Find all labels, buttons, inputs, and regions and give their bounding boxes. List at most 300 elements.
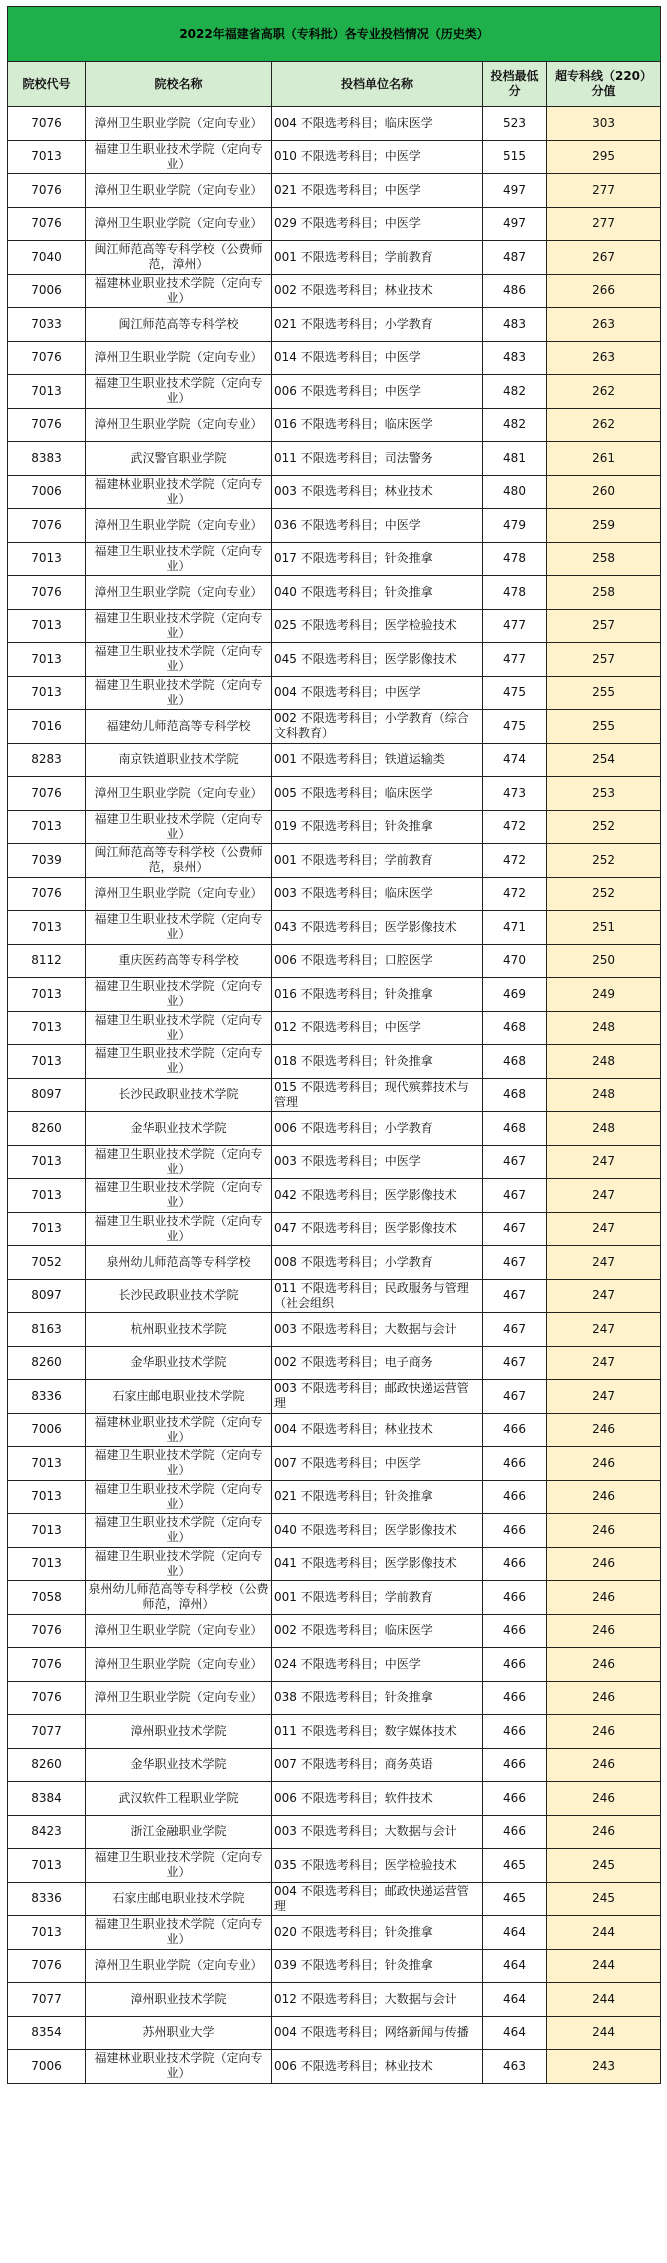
table-row [8, 978, 661, 1012]
cell-school: 福建林业职业技术学院（定向专业） [86, 274, 272, 308]
table-row [8, 609, 661, 643]
cell-code: 7013 [8, 810, 86, 844]
admission-table-sheet [7, 6, 660, 2257]
cell-major: 042 不限选考科目；医学影像技术 [272, 1179, 483, 1213]
cell-code: 8384 [8, 1782, 86, 1816]
cell-over-line: 263 [547, 341, 661, 375]
cell-score: 497 [483, 174, 547, 208]
cell-school: 福建卫生职业技术学院（定向专业） [86, 1011, 272, 1045]
table-row [8, 308, 661, 342]
cell-over-line: 250 [547, 944, 661, 978]
cell-major: 003 不限选考科目；邮政快递运营管理 [272, 1380, 483, 1414]
cell-school: 泉州幼儿师范高等专科学校 [86, 1246, 272, 1280]
cell-code: 7033 [8, 308, 86, 342]
cell-code: 7076 [8, 1614, 86, 1648]
cell-over-line: 253 [547, 777, 661, 811]
cell-over-line: 252 [547, 877, 661, 911]
cell-school: 福建卫生职业技术学院（定向专业） [86, 375, 272, 409]
table-row [8, 1313, 661, 1347]
cell-score: 483 [483, 308, 547, 342]
cell-score: 464 [483, 1949, 547, 1983]
cell-code: 8097 [8, 1078, 86, 1112]
cell-major: 011 不限选考科目；民政服务与管理（社会组织 [272, 1279, 483, 1313]
table-row [8, 1849, 661, 1883]
table-row [8, 1782, 661, 1816]
cell-major: 020 不限选考科目；针灸推拿 [272, 1916, 483, 1950]
cell-code: 7013 [8, 911, 86, 945]
cell-major: 003 不限选考科目；中医学 [272, 1145, 483, 1179]
cell-major: 021 不限选考科目；小学教育 [272, 308, 483, 342]
cell-school: 漳州卫生职业学院（定向专业） [86, 576, 272, 610]
cell-school: 苏州职业大学 [86, 2016, 272, 2050]
cell-school: 福建卫生职业技术学院（定向专业） [86, 1212, 272, 1246]
cell-major: 012 不限选考科目；大数据与会计 [272, 1983, 483, 2017]
cell-major: 012 不限选考科目；中医学 [272, 1011, 483, 1045]
cell-code: 8283 [8, 743, 86, 777]
cell-code: 7013 [8, 676, 86, 710]
table-row [8, 107, 661, 141]
cell-over-line: 247 [547, 1380, 661, 1414]
cell-school: 长沙民政职业技术学院 [86, 1279, 272, 1313]
header-score: 投档最低分 [483, 62, 547, 107]
cell-code: 7040 [8, 241, 86, 275]
cell-over-line: 246 [547, 1648, 661, 1682]
cell-score: 466 [483, 1815, 547, 1849]
cell-score: 467 [483, 1145, 547, 1179]
cell-over-line: 246 [547, 1514, 661, 1548]
cell-school: 武汉警官职业学院 [86, 442, 272, 476]
table-row [8, 241, 661, 275]
table-row [8, 1614, 661, 1648]
cell-score: 478 [483, 576, 547, 610]
cell-school: 重庆医药高等专科学校 [86, 944, 272, 978]
cell-code: 7076 [8, 107, 86, 141]
cell-major: 004 不限选考科目；林业技术 [272, 1413, 483, 1447]
cell-major: 017 不限选考科目；针灸推拿 [272, 542, 483, 576]
cell-score: 466 [483, 1748, 547, 1782]
cell-over-line: 244 [547, 1949, 661, 1983]
cell-school: 福建卫生职业技术学院（定向专业） [86, 810, 272, 844]
cell-score: 471 [483, 911, 547, 945]
table-row [8, 1715, 661, 1749]
header-row [8, 62, 661, 107]
cell-code: 8354 [8, 2016, 86, 2050]
table-row [8, 2050, 661, 2084]
cell-over-line: 248 [547, 1078, 661, 1112]
cell-over-line: 247 [547, 1246, 661, 1280]
cell-over-line: 257 [547, 643, 661, 677]
cell-score: 467 [483, 1313, 547, 1347]
cell-code: 8260 [8, 1346, 86, 1380]
header-code: 院校代号 [8, 62, 86, 107]
cell-major: 040 不限选考科目；针灸推拿 [272, 576, 483, 610]
cell-major: 001 不限选考科目；学前教育 [272, 844, 483, 878]
cell-school: 石家庄邮电职业技术学院 [86, 1380, 272, 1414]
admission-table [7, 6, 661, 2084]
table-row [8, 1346, 661, 1380]
cell-code: 7013 [8, 1849, 86, 1883]
cell-code: 7058 [8, 1581, 86, 1615]
cell-school: 福建卫生职业技术学院（定向专业） [86, 1045, 272, 1079]
cell-major: 004 不限选考科目；中医学 [272, 676, 483, 710]
cell-major: 002 不限选考科目；小学教育（综合文科教育） [272, 710, 483, 744]
cell-major: 003 不限选考科目；临床医学 [272, 877, 483, 911]
cell-school: 长沙民政职业技术学院 [86, 1078, 272, 1112]
cell-over-line: 246 [547, 1614, 661, 1648]
cell-over-line: 258 [547, 576, 661, 610]
cell-major: 021 不限选考科目；针灸推拿 [272, 1480, 483, 1514]
cell-over-line: 246 [547, 1413, 661, 1447]
cell-school: 福建林业职业技术学院（定向专业） [86, 475, 272, 509]
cell-code: 7077 [8, 1983, 86, 2017]
cell-score: 479 [483, 509, 547, 543]
cell-score: 466 [483, 1447, 547, 1481]
table-row [8, 475, 661, 509]
cell-school: 漳州卫生职业学院（定向专业） [86, 1648, 272, 1682]
table-row [8, 140, 661, 174]
cell-score: 468 [483, 1045, 547, 1079]
cell-score: 466 [483, 1648, 547, 1682]
cell-code: 7013 [8, 609, 86, 643]
cell-school: 漳州卫生职业学院（定向专业） [86, 107, 272, 141]
cell-score: 467 [483, 1246, 547, 1280]
cell-score: 474 [483, 743, 547, 777]
cell-school: 福建卫生职业技术学院（定向专业） [86, 1145, 272, 1179]
cell-code: 7076 [8, 1681, 86, 1715]
cell-over-line: 246 [547, 1447, 661, 1481]
cell-school: 漳州卫生职业学院（定向专业） [86, 207, 272, 241]
cell-major: 010 不限选考科目；中医学 [272, 140, 483, 174]
cell-major: 047 不限选考科目；医学影像技术 [272, 1212, 483, 1246]
cell-major: 018 不限选考科目；针灸推拿 [272, 1045, 483, 1079]
cell-major: 001 不限选考科目；学前教育 [272, 1581, 483, 1615]
cell-major: 038 不限选考科目；针灸推拿 [272, 1681, 483, 1715]
cell-code: 7013 [8, 375, 86, 409]
cell-score: 480 [483, 475, 547, 509]
table-row [8, 1212, 661, 1246]
table-row [8, 1983, 661, 2017]
cell-code: 7013 [8, 1011, 86, 1045]
cell-school: 福建卫生职业技术学院（定向专业） [86, 140, 272, 174]
table-title: 2022年福建省高职（专科批）各专业投档情况（历史类） [8, 7, 661, 62]
cell-major: 045 不限选考科目；医学影像技术 [272, 643, 483, 677]
cell-code: 7076 [8, 1648, 86, 1682]
cell-over-line: 247 [547, 1313, 661, 1347]
cell-code: 7076 [8, 877, 86, 911]
cell-over-line: 263 [547, 308, 661, 342]
cell-major: 004 不限选考科目；临床医学 [272, 107, 483, 141]
cell-over-line: 246 [547, 1748, 661, 1782]
cell-school: 南京铁道职业技术学院 [86, 743, 272, 777]
cell-score: 478 [483, 542, 547, 576]
cell-over-line: 246 [547, 1815, 661, 1849]
cell-score: 465 [483, 1849, 547, 1883]
cell-school: 福建卫生职业技术学院（定向专业） [86, 1514, 272, 1548]
cell-school: 福建卫生职业技术学院（定向专业） [86, 676, 272, 710]
title-row [8, 7, 661, 62]
cell-school: 福建林业职业技术学院（定向专业） [86, 1413, 272, 1447]
cell-major: 041 不限选考科目；医学影像技术 [272, 1547, 483, 1581]
cell-school: 福建卫生职业技术学院（定向专业） [86, 643, 272, 677]
cell-over-line: 243 [547, 2050, 661, 2084]
cell-major: 006 不限选考科目；林业技术 [272, 2050, 483, 2084]
table-row [8, 1380, 661, 1414]
cell-major: 024 不限选考科目；中医学 [272, 1648, 483, 1682]
cell-school: 福建卫生职业技术学院（定向专业） [86, 609, 272, 643]
cell-major: 001 不限选考科目；铁道运输类 [272, 743, 483, 777]
table-row [8, 844, 661, 878]
cell-major: 001 不限选考科目；学前教育 [272, 241, 483, 275]
cell-code: 8163 [8, 1313, 86, 1347]
cell-score: 467 [483, 1380, 547, 1414]
table-row [8, 643, 661, 677]
cell-score: 482 [483, 408, 547, 442]
cell-over-line: 252 [547, 844, 661, 878]
cell-code: 7013 [8, 978, 86, 1012]
cell-school: 福建卫生职业技术学院（定向专业） [86, 1179, 272, 1213]
cell-school: 浙江金融职业学院 [86, 1815, 272, 1849]
cell-school: 漳州卫生职业学院（定向专业） [86, 1614, 272, 1648]
table-row [8, 777, 661, 811]
cell-over-line: 257 [547, 609, 661, 643]
cell-over-line: 252 [547, 810, 661, 844]
cell-major: 004 不限选考科目；网络新闻与传播 [272, 2016, 483, 2050]
cell-major: 011 不限选考科目；数字媒体技术 [272, 1715, 483, 1749]
cell-over-line: 266 [547, 274, 661, 308]
cell-over-line: 251 [547, 911, 661, 945]
cell-school: 金华职业技术学院 [86, 1748, 272, 1782]
cell-major: 004 不限选考科目；邮政快递运营管理 [272, 1882, 483, 1916]
cell-major: 006 不限选考科目；小学教育 [272, 1112, 483, 1146]
table-row [8, 877, 661, 911]
cell-over-line: 258 [547, 542, 661, 576]
cell-school: 漳州卫生职业学院（定向专业） [86, 509, 272, 543]
cell-major: 019 不限选考科目；针灸推拿 [272, 810, 483, 844]
cell-school: 福建卫生职业技术学院（定向专业） [86, 1547, 272, 1581]
cell-over-line: 254 [547, 743, 661, 777]
cell-code: 7013 [8, 1480, 86, 1514]
table-row [8, 576, 661, 610]
cell-score: 472 [483, 810, 547, 844]
cell-over-line: 255 [547, 710, 661, 744]
table-row [8, 509, 661, 543]
cell-school: 闽江师范高等专科学校（公费师范，泉州） [86, 844, 272, 878]
cell-code: 7039 [8, 844, 86, 878]
table-row [8, 1514, 661, 1548]
cell-major: 014 不限选考科目；中医学 [272, 341, 483, 375]
cell-major: 036 不限选考科目；中医学 [272, 509, 483, 543]
cell-score: 486 [483, 274, 547, 308]
cell-over-line: 247 [547, 1145, 661, 1179]
cell-major: 011 不限选考科目；司法警务 [272, 442, 483, 476]
cell-school: 福建卫生职业技术学院（定向专业） [86, 978, 272, 1012]
cell-over-line: 248 [547, 1045, 661, 1079]
cell-score: 463 [483, 2050, 547, 2084]
cell-school: 漳州卫生职业学院（定向专业） [86, 1949, 272, 1983]
cell-code: 7076 [8, 174, 86, 208]
cell-over-line: 245 [547, 1849, 661, 1883]
cell-major: 043 不限选考科目；医学影像技术 [272, 911, 483, 945]
cell-score: 467 [483, 1179, 547, 1213]
cell-score: 477 [483, 609, 547, 643]
header-major: 投档单位名称 [272, 62, 483, 107]
cell-code: 8336 [8, 1380, 86, 1414]
cell-score: 475 [483, 676, 547, 710]
table-row [8, 207, 661, 241]
cell-school: 石家庄邮电职业技术学院 [86, 1882, 272, 1916]
cell-over-line: 244 [547, 2016, 661, 2050]
cell-over-line: 244 [547, 1983, 661, 2017]
cell-school: 武汉软件工程职业学院 [86, 1782, 272, 1816]
table-row [8, 710, 661, 744]
cell-score: 482 [483, 375, 547, 409]
table-row [8, 408, 661, 442]
cell-code: 7013 [8, 1547, 86, 1581]
cell-major: 035 不限选考科目；医学检验技术 [272, 1849, 483, 1883]
cell-score: 466 [483, 1614, 547, 1648]
cell-code: 8260 [8, 1112, 86, 1146]
cell-score: 470 [483, 944, 547, 978]
cell-score: 497 [483, 207, 547, 241]
cell-code: 8260 [8, 1748, 86, 1782]
table-row [8, 911, 661, 945]
cell-school: 福建卫生职业技术学院（定向专业） [86, 1916, 272, 1950]
table-row [8, 1748, 661, 1782]
cell-score: 515 [483, 140, 547, 174]
cell-major: 002 不限选考科目；临床医学 [272, 1614, 483, 1648]
cell-score: 467 [483, 1346, 547, 1380]
cell-major: 021 不限选考科目；中医学 [272, 174, 483, 208]
cell-code: 7013 [8, 1447, 86, 1481]
table-row [8, 1145, 661, 1179]
cell-major: 029 不限选考科目；中医学 [272, 207, 483, 241]
cell-code: 7016 [8, 710, 86, 744]
cell-score: 464 [483, 2016, 547, 2050]
table-row [8, 743, 661, 777]
cell-major: 016 不限选考科目；针灸推拿 [272, 978, 483, 1012]
cell-code: 7052 [8, 1246, 86, 1280]
table-row [8, 1413, 661, 1447]
table-row [8, 1078, 661, 1112]
cell-over-line: 255 [547, 676, 661, 710]
cell-score: 523 [483, 107, 547, 141]
table-row [8, 2016, 661, 2050]
cell-code: 7013 [8, 1045, 86, 1079]
cell-score: 466 [483, 1514, 547, 1548]
cell-score: 468 [483, 1112, 547, 1146]
cell-major: 006 不限选考科目；口腔医学 [272, 944, 483, 978]
cell-score: 464 [483, 1916, 547, 1950]
table-row [8, 1279, 661, 1313]
table-row [8, 1581, 661, 1615]
cell-major: 006 不限选考科目；中医学 [272, 375, 483, 409]
cell-code: 7076 [8, 1949, 86, 1983]
cell-over-line: 277 [547, 207, 661, 241]
table-row [8, 1112, 661, 1146]
cell-school: 金华职业技术学院 [86, 1346, 272, 1380]
cell-major: 005 不限选考科目；临床医学 [272, 777, 483, 811]
cell-code: 7013 [8, 1916, 86, 1950]
cell-major: 008 不限选考科目；小学教育 [272, 1246, 483, 1280]
cell-score: 466 [483, 1413, 547, 1447]
table-row [8, 1447, 661, 1481]
cell-school: 福建林业职业技术学院（定向专业） [86, 2050, 272, 2084]
cell-major: 016 不限选考科目；临床医学 [272, 408, 483, 442]
cell-school: 泉州幼儿师范高等专科学校（公费师范，漳州） [86, 1581, 272, 1615]
cell-score: 477 [483, 643, 547, 677]
cell-school: 漳州卫生职业学院（定向专业） [86, 341, 272, 375]
cell-school: 漳州卫生职业学院（定向专业） [86, 408, 272, 442]
table-row [8, 1648, 661, 1682]
cell-over-line: 249 [547, 978, 661, 1012]
table-row [8, 1179, 661, 1213]
cell-score: 483 [483, 341, 547, 375]
cell-code: 8423 [8, 1815, 86, 1849]
cell-score: 472 [483, 844, 547, 878]
cell-major: 002 不限选考科目；林业技术 [272, 274, 483, 308]
cell-over-line: 260 [547, 475, 661, 509]
cell-over-line: 259 [547, 509, 661, 543]
cell-major: 003 不限选考科目；大数据与会计 [272, 1313, 483, 1347]
table-row [8, 1480, 661, 1514]
cell-school: 漳州职业技术学院 [86, 1983, 272, 2017]
cell-school: 福建幼儿师范高等专科学校 [86, 710, 272, 744]
header-over-line: 超专科线（220）分值 [547, 62, 661, 107]
table-row [8, 542, 661, 576]
table-row [8, 1882, 661, 1916]
cell-code: 7006 [8, 2050, 86, 2084]
cell-code: 7013 [8, 1514, 86, 1548]
cell-over-line: 246 [547, 1681, 661, 1715]
cell-score: 481 [483, 442, 547, 476]
table-row [8, 1011, 661, 1045]
cell-code: 7013 [8, 1179, 86, 1213]
cell-school: 福建卫生职业技术学院（定向专业） [86, 911, 272, 945]
cell-school: 福建卫生职业技术学院（定向专业） [86, 542, 272, 576]
cell-major: 003 不限选考科目；大数据与会计 [272, 1815, 483, 1849]
cell-major: 003 不限选考科目；林业技术 [272, 475, 483, 509]
table-row [8, 1681, 661, 1715]
cell-score: 466 [483, 1782, 547, 1816]
table-body [8, 107, 661, 2084]
table-row [8, 1547, 661, 1581]
cell-school: 闽江师范高等专科学校（公费师范，漳州） [86, 241, 272, 275]
cell-code: 7006 [8, 1413, 86, 1447]
cell-major: 007 不限选考科目；商务英语 [272, 1748, 483, 1782]
cell-over-line: 245 [547, 1882, 661, 1916]
cell-over-line: 246 [547, 1715, 661, 1749]
table-row [8, 1916, 661, 1950]
table-row [8, 274, 661, 308]
cell-code: 7013 [8, 1145, 86, 1179]
cell-major: 007 不限选考科目；中医学 [272, 1447, 483, 1481]
cell-code: 7006 [8, 274, 86, 308]
cell-over-line: 303 [547, 107, 661, 141]
cell-code: 7076 [8, 207, 86, 241]
cell-school: 漳州卫生职业学院（定向专业） [86, 777, 272, 811]
cell-major: 002 不限选考科目；电子商务 [272, 1346, 483, 1380]
cell-score: 468 [483, 1078, 547, 1112]
cell-major: 015 不限选考科目；现代殡葬技术与管理 [272, 1078, 483, 1112]
cell-over-line: 246 [547, 1480, 661, 1514]
cell-over-line: 246 [547, 1581, 661, 1615]
cell-code: 8383 [8, 442, 86, 476]
cell-school: 闽江师范高等专科学校 [86, 308, 272, 342]
table-row [8, 810, 661, 844]
cell-code: 8112 [8, 944, 86, 978]
cell-school: 福建卫生职业技术学院（定向专业） [86, 1849, 272, 1883]
cell-school: 漳州卫生职业学院（定向专业） [86, 174, 272, 208]
